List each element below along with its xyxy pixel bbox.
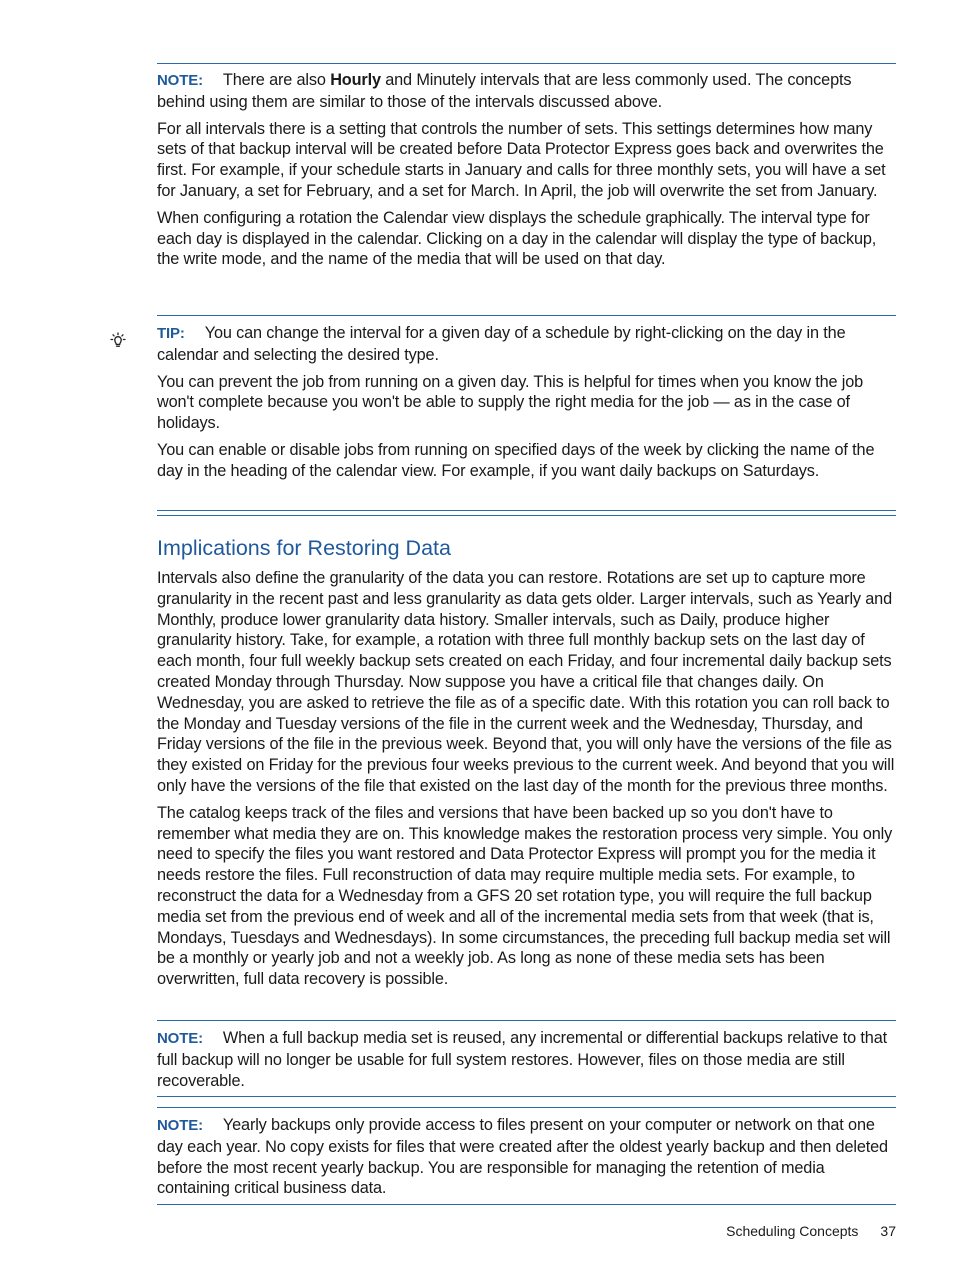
tip-top-rule xyxy=(157,315,896,316)
section-heading: Implications for Restoring Data xyxy=(157,536,451,560)
note-yearly-text: NOTE: Yearly backups only provide access to files present on your computer or network on that one day each year. No copy exists for files that were created after the oldest yearly backup and then deleted before the most recent yearly backup. You are responsible for managing the retention of media containing critical business data. xyxy=(157,1116,888,1198)
footer-title: Scheduling Concepts xyxy=(726,1223,859,1239)
page-footer xyxy=(726,1223,896,1239)
note3-bottom-rule xyxy=(157,1204,896,1205)
note2-bottom-rule xyxy=(157,1096,896,1097)
note-top-rule xyxy=(157,63,896,64)
section-paragraph-granularity: Intervals also define the granularity of the data you can restore. Rotations are set up to capture more granularity in the recent past and less granularity as data gets older. Larger intervals, such as Yearly and Monthly, produce lower granularity data history. Smaller intervals, such as Daily, produce higher granularity history. Take, for example, a rotation with three full monthly backup sets on the last day of each month, four full weekly backup sets created on each Friday, and four incremental daily backup sets created Monday through Thursday. Now suppose you have a critical file that changes daily. On Wednesday, you are asked to retrieve the file as of a specific date. With this rotation you can roll back to the Monday and Tuesday versions of the file in the current week and the Wednesday, Thursday, and Friday versions of the file in the previous week. Beyond that, you will only have the versions of the file as they existed on Friday for the previous four weeks previous to the current week. And beyond that you will only have the versions of the file that existed on the last day of the month for the previous three months. xyxy=(157,569,895,795)
page-number: 37 xyxy=(880,1223,896,1239)
tip-enable-paragraph: You can enable or disable jobs from running on specified days of the week by clicking the name of the day in the heading of the calendar view. For example, if you want daily backups on Saturdays. xyxy=(157,440,875,480)
note-sets-paragraph: For all intervals there is a setting that controls the number of sets. This settings determines how many sets of that backup interval will be created before Data Protector Express goes back and overwrites the first. For example, if your schedule starts in January and calls for three monthly sets, you will have a set for January, a set for February, and a set for March. In April, the job will overwrite the set from January. xyxy=(157,119,886,200)
tip-label: TIP: xyxy=(157,325,185,342)
note-reuse xyxy=(157,1028,896,1091)
note3-top-rule xyxy=(157,1107,896,1108)
note-yearly xyxy=(157,1115,896,1199)
tip-bottom-rule xyxy=(157,510,896,516)
tip-text: TIP: You can change the interval for a given day of a schedule by right-clicking on the day in the calendar and selecting the desired type. xyxy=(157,324,846,364)
note-reuse-text: NOTE: When a full backup media set is reused, any incremental or differential backups relative to that full backup will no longer be usable for full system restores. However, files on those media are still recoverable. xyxy=(157,1029,887,1090)
tip-block xyxy=(157,323,896,482)
note-hourly xyxy=(157,70,896,270)
note2-label: NOTE: xyxy=(157,1030,203,1047)
tip-prevent-paragraph: You can prevent the job from running on a given day. This is helpful for times when you know the job won't complete because you won't be able to supply the right media for the job — as in the case of holidays. xyxy=(157,372,864,433)
note3-label: NOTE: xyxy=(157,1117,203,1134)
section-body xyxy=(157,568,896,990)
note-label: NOTE: xyxy=(157,72,203,89)
lightbulb-icon xyxy=(108,331,128,351)
note-hourly-text: NOTE: There are also Hourly and Minutely intervals that are less commonly used. The concepts behind using them are similar to those of the intervals discussed above. xyxy=(157,71,852,111)
note-calendar-paragraph: When configuring a rotation the Calendar view displays the schedule graphically. The interval type for each day is displayed in the calendar. Clicking on a day in the calendar will display the type of backup, the write mode, and the name of the media that will be used on that day. xyxy=(157,208,877,269)
section-paragraph-catalog: The catalog keeps track of the files and versions that have been backed up so you don't have to remember what media they are on. This knowledge makes the restoration process very simple. You only need to specify the files you want restored and Data Protector Express will prompt you for the media it needs restore the files. Full reconstruction of data may require multiple media sets. For example, to reconstruct the data for a Wednesday from a GFS 20 set rotation type, you will require the full backup media set from the previous end of week and all of the incremental media sets from that week (that is, Mondays, Tuesdays and Wednesdays). In some circumstances, the preceding full backup media set will be a monthly or yearly job and not a weekly job. As long as none of these media sets has been overwritten, full data recovery is possible. xyxy=(157,803,893,989)
note2-top-rule xyxy=(157,1020,896,1021)
